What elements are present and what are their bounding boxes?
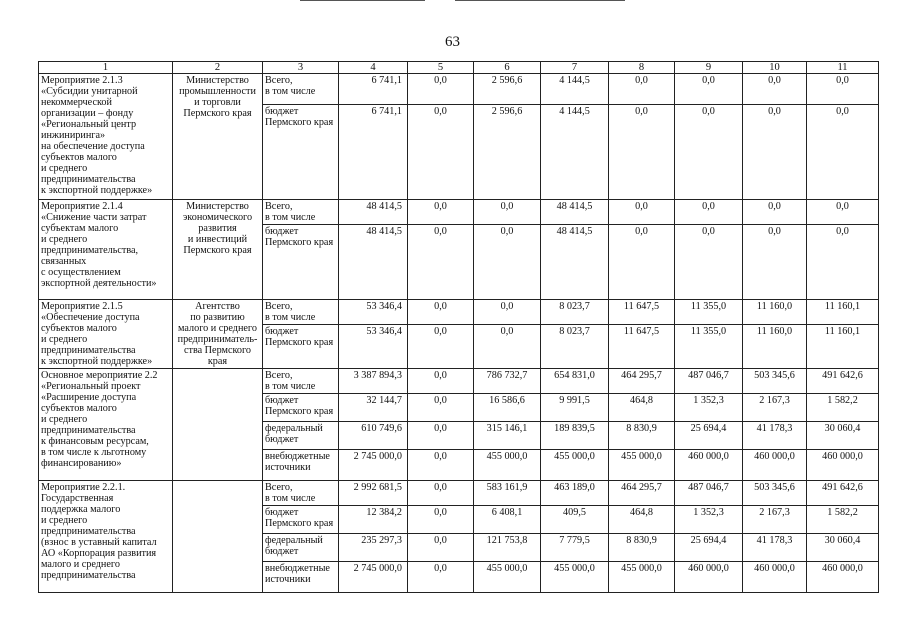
- executor-cell: [173, 481, 263, 593]
- amount-cell: 464,8: [609, 394, 675, 422]
- amount-cell: 11 160,1: [807, 325, 879, 369]
- page-number: 63: [445, 34, 460, 50]
- funding-source-cell: бюджет Пермского края: [263, 325, 339, 369]
- amount-cell: 7 779,5: [541, 534, 609, 562]
- table-body: [39, 74, 879, 593]
- amount-cell: 6 408,1: [474, 506, 541, 534]
- amount-cell: 0,0: [743, 74, 807, 105]
- amount-cell: 1 582,2: [807, 506, 879, 534]
- amount-cell: 2 596,6: [474, 105, 541, 200]
- amount-cell: 11 160,0: [743, 325, 807, 369]
- amount-cell: 8 830,9: [609, 422, 675, 450]
- amount-cell: 0,0: [408, 534, 474, 562]
- column-header: 3: [263, 62, 339, 74]
- column-header: 7: [541, 62, 609, 74]
- top-rule: [455, 0, 625, 1]
- amount-cell: 0,0: [474, 225, 541, 300]
- table-row: [39, 300, 879, 325]
- amount-cell: 0,0: [675, 225, 743, 300]
- funding-source-cell: Всего, в том числе: [263, 74, 339, 105]
- amount-cell: 0,0: [807, 74, 879, 105]
- amount-cell: 11 647,5: [609, 325, 675, 369]
- amount-cell: 491 642,6: [807, 481, 879, 506]
- measure-name-cell: Мероприятие 2.1.5 «Обеспечение доступа субъектов малого и среднего предпринимательства к экспортной поддержке»: [39, 300, 173, 369]
- column-header: 6: [474, 62, 541, 74]
- amount-cell: 0,0: [408, 225, 474, 300]
- amount-cell: 0,0: [408, 481, 474, 506]
- column-header: 9: [675, 62, 743, 74]
- column-header: 1: [39, 62, 173, 74]
- amount-cell: 460 000,0: [807, 562, 879, 593]
- amount-cell: 487 046,7: [675, 369, 743, 394]
- amount-cell: 455 000,0: [474, 562, 541, 593]
- amount-cell: 0,0: [408, 74, 474, 105]
- amount-cell: 0,0: [743, 105, 807, 200]
- column-header: 10: [743, 62, 807, 74]
- column-header: 4: [339, 62, 408, 74]
- amount-cell: 25 694,4: [675, 422, 743, 450]
- amount-cell: 0,0: [408, 394, 474, 422]
- column-header: 5: [408, 62, 474, 74]
- total-amount-cell: 48 414,5: [339, 200, 408, 225]
- amount-cell: 0,0: [408, 300, 474, 325]
- amount-cell: 11 160,1: [807, 300, 879, 325]
- total-amount-cell: 48 414,5: [339, 225, 408, 300]
- amount-cell: 455 000,0: [609, 450, 675, 481]
- funding-source-cell: внебюджетные источники: [263, 562, 339, 593]
- total-amount-cell: 53 346,4: [339, 325, 408, 369]
- executor-cell: Министерство промышленности и торговли Пермского края: [173, 74, 263, 200]
- total-amount-cell: 2 992 681,5: [339, 481, 408, 506]
- measure-name-cell: Мероприятие 2.1.4 «Снижение части затрат субъектам малого и среднего предпринимательства, связанных с осуществлением экспортной деятельности»: [39, 200, 173, 300]
- amount-cell: 455 000,0: [474, 450, 541, 481]
- amount-cell: 0,0: [675, 74, 743, 105]
- amount-cell: 0,0: [408, 105, 474, 200]
- executor-cell: [173, 369, 263, 481]
- amount-cell: 48 414,5: [541, 225, 609, 300]
- amount-cell: 121 753,8: [474, 534, 541, 562]
- amount-cell: 1 352,3: [675, 506, 743, 534]
- total-amount-cell: 2 745 000,0: [339, 562, 408, 593]
- amount-cell: 786 732,7: [474, 369, 541, 394]
- amount-cell: 0,0: [609, 105, 675, 200]
- amount-cell: 455 000,0: [609, 562, 675, 593]
- amount-cell: 491 642,6: [807, 369, 879, 394]
- amount-cell: 487 046,7: [675, 481, 743, 506]
- amount-cell: 41 178,3: [743, 534, 807, 562]
- amount-cell: 0,0: [408, 369, 474, 394]
- amount-cell: 464 295,7: [609, 369, 675, 394]
- amount-cell: 0,0: [743, 225, 807, 300]
- table-row: [39, 481, 879, 506]
- amount-cell: 464 295,7: [609, 481, 675, 506]
- measure-name-cell: Основное мероприятие 2.2 «Региональный проект «Расширение доступа субъектов малого и среднего предпринимательства к финансовым ресурсам, в том числе к льготному финансированию»: [39, 369, 173, 481]
- amount-cell: 4 144,5: [541, 105, 609, 200]
- amount-cell: 0,0: [609, 200, 675, 225]
- amount-cell: 464,8: [609, 506, 675, 534]
- total-amount-cell: 53 346,4: [339, 300, 408, 325]
- total-amount-cell: 2 745 000,0: [339, 450, 408, 481]
- amount-cell: 2 167,3: [743, 506, 807, 534]
- column-header: 8: [609, 62, 675, 74]
- amount-cell: 0,0: [609, 74, 675, 105]
- amount-cell: 0,0: [474, 200, 541, 225]
- amount-cell: 0,0: [408, 506, 474, 534]
- column-header: 11: [807, 62, 879, 74]
- amount-cell: 583 161,9: [474, 481, 541, 506]
- amount-cell: 8 023,7: [541, 325, 609, 369]
- amount-cell: 1 582,2: [807, 394, 879, 422]
- amount-cell: 9 991,5: [541, 394, 609, 422]
- column-header: 2: [173, 62, 263, 74]
- table-row: [39, 369, 879, 394]
- amount-cell: 460 000,0: [675, 450, 743, 481]
- funding-source-cell: Всего, в том числе: [263, 300, 339, 325]
- amount-cell: 189 839,5: [541, 422, 609, 450]
- funding-source-cell: внебюджетные источники: [263, 450, 339, 481]
- amount-cell: 11 160,0: [743, 300, 807, 325]
- amount-cell: 30 060,4: [807, 422, 879, 450]
- amount-cell: 0,0: [474, 300, 541, 325]
- amount-cell: 0,0: [807, 225, 879, 300]
- amount-cell: 11 355,0: [675, 325, 743, 369]
- funding-source-cell: бюджет Пермского края: [263, 394, 339, 422]
- amount-cell: 460 000,0: [807, 450, 879, 481]
- amount-cell: 463 189,0: [541, 481, 609, 506]
- amount-cell: 0,0: [408, 562, 474, 593]
- amount-cell: 0,0: [408, 422, 474, 450]
- funding-source-cell: Всего, в том числе: [263, 481, 339, 506]
- funding-source-cell: бюджет Пермского края: [263, 105, 339, 200]
- amount-cell: 41 178,3: [743, 422, 807, 450]
- amount-cell: 654 831,0: [541, 369, 609, 394]
- amount-cell: 0,0: [408, 200, 474, 225]
- amount-cell: 16 586,6: [474, 394, 541, 422]
- amount-cell: 4 144,5: [541, 74, 609, 105]
- amount-cell: 2 167,3: [743, 394, 807, 422]
- funding-source-cell: федеральный бюджет: [263, 422, 339, 450]
- measure-name-cell: Мероприятие 2.1.3 «Субсидии унитарной некоммерческой организации – фонду «Региональный центр инжиниринга» на обеспечение доступа субъектов малого и среднего предпринимательства к экспортной поддержке»: [39, 74, 173, 200]
- amount-cell: 0,0: [807, 200, 879, 225]
- amount-cell: 455 000,0: [541, 562, 609, 593]
- amount-cell: 503 345,6: [743, 369, 807, 394]
- amount-cell: 30 060,4: [807, 534, 879, 562]
- amount-cell: 460 000,0: [743, 450, 807, 481]
- funding-source-cell: бюджет Пермского края: [263, 506, 339, 534]
- amount-cell: 0,0: [609, 225, 675, 300]
- amount-cell: 0,0: [743, 200, 807, 225]
- amount-cell: 460 000,0: [743, 562, 807, 593]
- executor-cell: Министерство экономического развития и инвестиций Пермского края: [173, 200, 263, 300]
- amount-cell: 0,0: [474, 325, 541, 369]
- total-amount-cell: 12 384,2: [339, 506, 408, 534]
- amount-cell: 25 694,4: [675, 534, 743, 562]
- total-amount-cell: 3 387 894,3: [339, 369, 408, 394]
- total-amount-cell: 6 741,1: [339, 105, 408, 200]
- total-amount-cell: 610 749,6: [339, 422, 408, 450]
- funding-source-cell: Всего, в том числе: [263, 200, 339, 225]
- amount-cell: 455 000,0: [541, 450, 609, 481]
- funding-source-cell: федеральный бюджет: [263, 534, 339, 562]
- measure-name-cell: Мероприятие 2.2.1. Государственная поддержка малого и среднего предпринимательства (взнос в уставный капитал АО «Корпорация развития малого и среднего предпринимательства: [39, 481, 173, 593]
- amount-cell: 460 000,0: [675, 562, 743, 593]
- funding-source-cell: бюджет Пермского края: [263, 225, 339, 300]
- amount-cell: 2 596,6: [474, 74, 541, 105]
- amount-cell: 1 352,3: [675, 394, 743, 422]
- amount-cell: 8 023,7: [541, 300, 609, 325]
- column-header-row: [39, 62, 879, 74]
- budget-table: [38, 61, 879, 593]
- amount-cell: 409,5: [541, 506, 609, 534]
- top-rule: [300, 0, 425, 1]
- table-row: [39, 74, 879, 105]
- amount-cell: 11 355,0: [675, 300, 743, 325]
- amount-cell: 0,0: [408, 325, 474, 369]
- total-amount-cell: 32 144,7: [339, 394, 408, 422]
- amount-cell: 503 345,6: [743, 481, 807, 506]
- amount-cell: 0,0: [807, 105, 879, 200]
- table-row: [39, 200, 879, 225]
- executor-cell: Агентство по развитию малого и среднего предприниматель- ства Пермского края: [173, 300, 263, 369]
- amount-cell: 8 830,9: [609, 534, 675, 562]
- amount-cell: 0,0: [675, 105, 743, 200]
- amount-cell: 48 414,5: [541, 200, 609, 225]
- amount-cell: 11 647,5: [609, 300, 675, 325]
- amount-cell: 315 146,1: [474, 422, 541, 450]
- amount-cell: 0,0: [675, 200, 743, 225]
- total-amount-cell: 6 741,1: [339, 74, 408, 105]
- amount-cell: 0,0: [408, 450, 474, 481]
- total-amount-cell: 235 297,3: [339, 534, 408, 562]
- funding-source-cell: Всего, в том числе: [263, 369, 339, 394]
